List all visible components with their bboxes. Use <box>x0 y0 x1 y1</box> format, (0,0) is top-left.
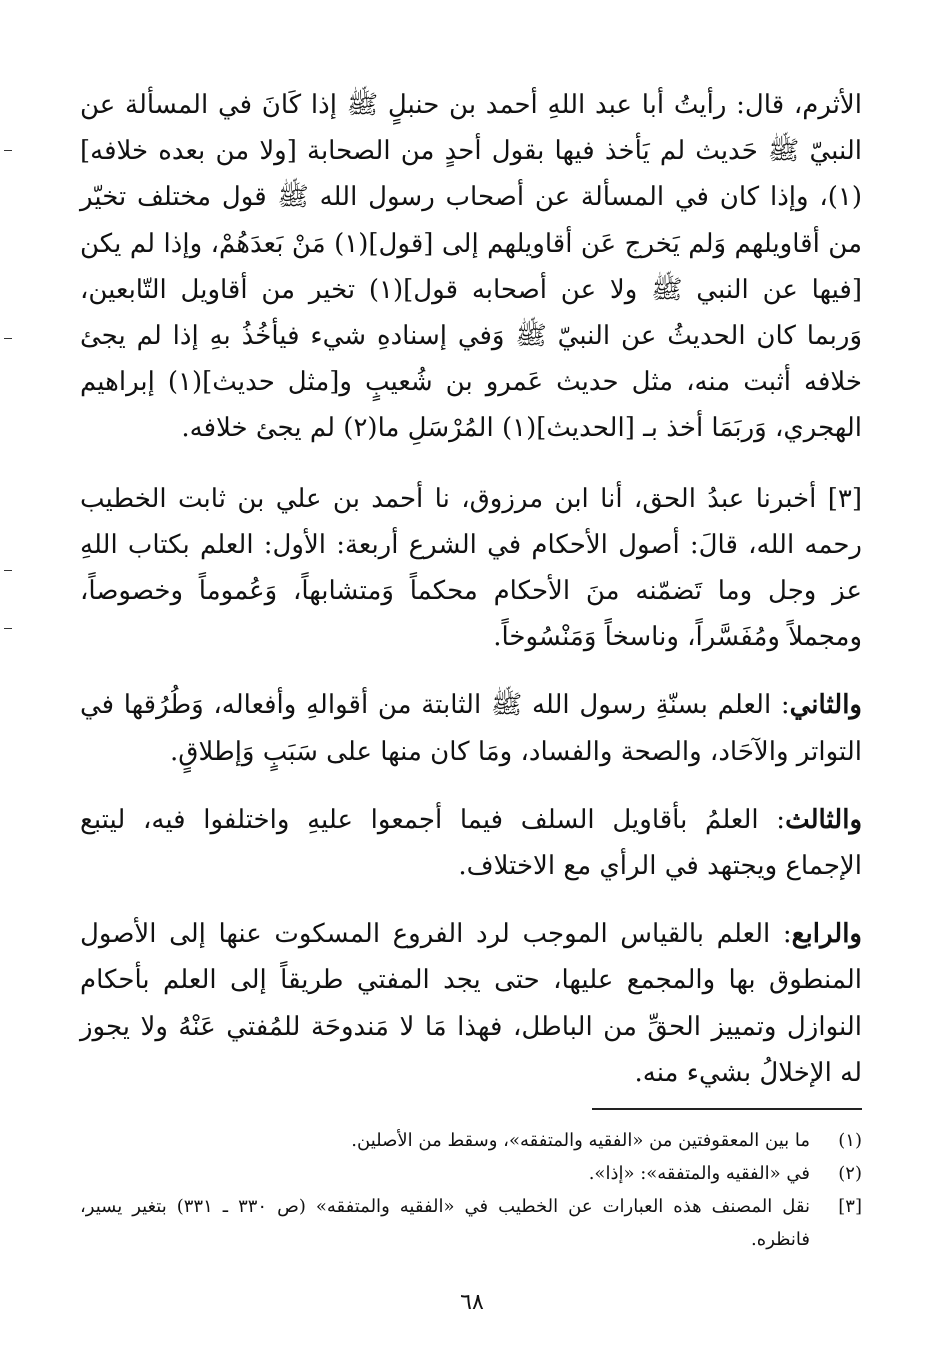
footnote-text: في «الفقيه والمتفقه»: «إذا». <box>588 1163 810 1184</box>
paragraph-text: : العلم بالقياس الموجب لرد الفروع المسكوت عنها إلى الأصول المنطوق بها والمجمع عليها، حتى يجد المفتي طريقاً إلى العلم بأحكام النوازل وتمييز الحقِّ من الباطل، فهذا مَا لا مَندوحَة للمُفتي عَنْهُ ولا يجوز له الإخلالُ بشيء منه. <box>80 919 862 1088</box>
footnote-item <box>80 1124 862 1157</box>
footnote-item <box>80 1190 862 1256</box>
footnote-text: ما بين المعقوفتين من «الفقيه والمتفقه»، وسقط من الأصلين. <box>351 1130 810 1151</box>
paragraph-5 <box>80 911 862 1096</box>
margin-mark <box>4 628 12 629</box>
paragraph-text: : العلم بسنّةِ رسول الله ﷺ الثابتة من أقوالهِ وأفعاله، وَطُرُقها في التواتر والآحَاد، والصحة والفساد، ومَا كان منها على سَبَبٍ وَإطلاقٍ. <box>80 690 862 767</box>
footnote-number: (٢) <box>838 1163 862 1184</box>
margin-mark <box>4 338 12 339</box>
footnote-item <box>80 1157 862 1190</box>
margin-mark <box>4 570 12 571</box>
paragraph-text: الأثرم، قال: رأيتُ أبا عبد اللهِ أحمد بن حنبلٍ ﷺ إذا كَانَ في المسألة عن النبيّ ﷺ حَديث لم يَأخذ فيها بقول أحدٍ من الصحابة [ولا من بعده خلافه](١)، وإذا كان في المسألة عن أصحاب رسول الله ﷺ قول مختلف تخيّر من أقاويلهم وَلم يَخرج عَن أقاويلهم إلى [قول](١) مَنْ بَعدَهُمْ، وإذا لم يكن [فيها عن النبي ﷺ ولا عن أصحابه قول](١) تخير من أقاويل التّابعين، وَربما كان الحديثُ عن النبيّ ﷺ وَفي إسنادهِ شيء فيأخُذُ بهِ إذا لم يجئ خلافه أثبت منه، مثل حديث عَمرو بن شُعيبٍ و[مثل حديث](١) إبراهيم الهجري، وَربَمَا أخذ بـ [الحديث](١) المُرْسَلِ ما(٢) لم يجئ خلافه. <box>80 90 862 444</box>
footnote-separator <box>592 1108 862 1110</box>
paragraph-text: : العلمُ بأقاويل السلف فيما أجمعوا عليهِ واختلفوا فيه، ليتبع الإجماع ويجتهد في الرأي مع الاختلاف. <box>80 804 862 882</box>
footnote-text: نقل المصنف هذه العبارات عن الخطيب في «الفقيه والمتفقه» (ص ٣٣٠ ـ ٣٣١) بتغير يسير، فانظره. <box>80 1196 810 1250</box>
paragraph-lead: والثالث <box>785 804 862 835</box>
paragraph-1 <box>80 82 862 452</box>
paragraph-3 <box>80 682 862 774</box>
page-body <box>80 82 862 1118</box>
footnote-number: [٣] <box>838 1196 862 1217</box>
paragraph-2 <box>80 476 862 661</box>
footnote-number: (١) <box>838 1130 862 1151</box>
paragraph-lead: والثاني <box>789 690 862 721</box>
margin-mark <box>4 150 12 151</box>
footnotes <box>80 1124 862 1256</box>
page-number: ٦٨ <box>460 1290 484 1315</box>
paragraph-4 <box>80 797 862 889</box>
paragraph-lead: والرابع <box>791 919 862 950</box>
paragraph-text: [٣] أخبرنا عبدُ الحق، أنا ابن مرزوق، نا أحمد بن علي بن ثابت الخطيب رحمه الله، قالَ: أصول الأحكام في الشرع أربعة: الأول: العلم بكتاب اللهِ عز وجل وما تَضمّنه منَ الأحكام محكماً وَمتشابهاً، وَعُموماً وخصوصاً، ومجملاً ومُفَسَّراً، وناسخاً وَمَنْسُوخاً. <box>80 483 862 653</box>
